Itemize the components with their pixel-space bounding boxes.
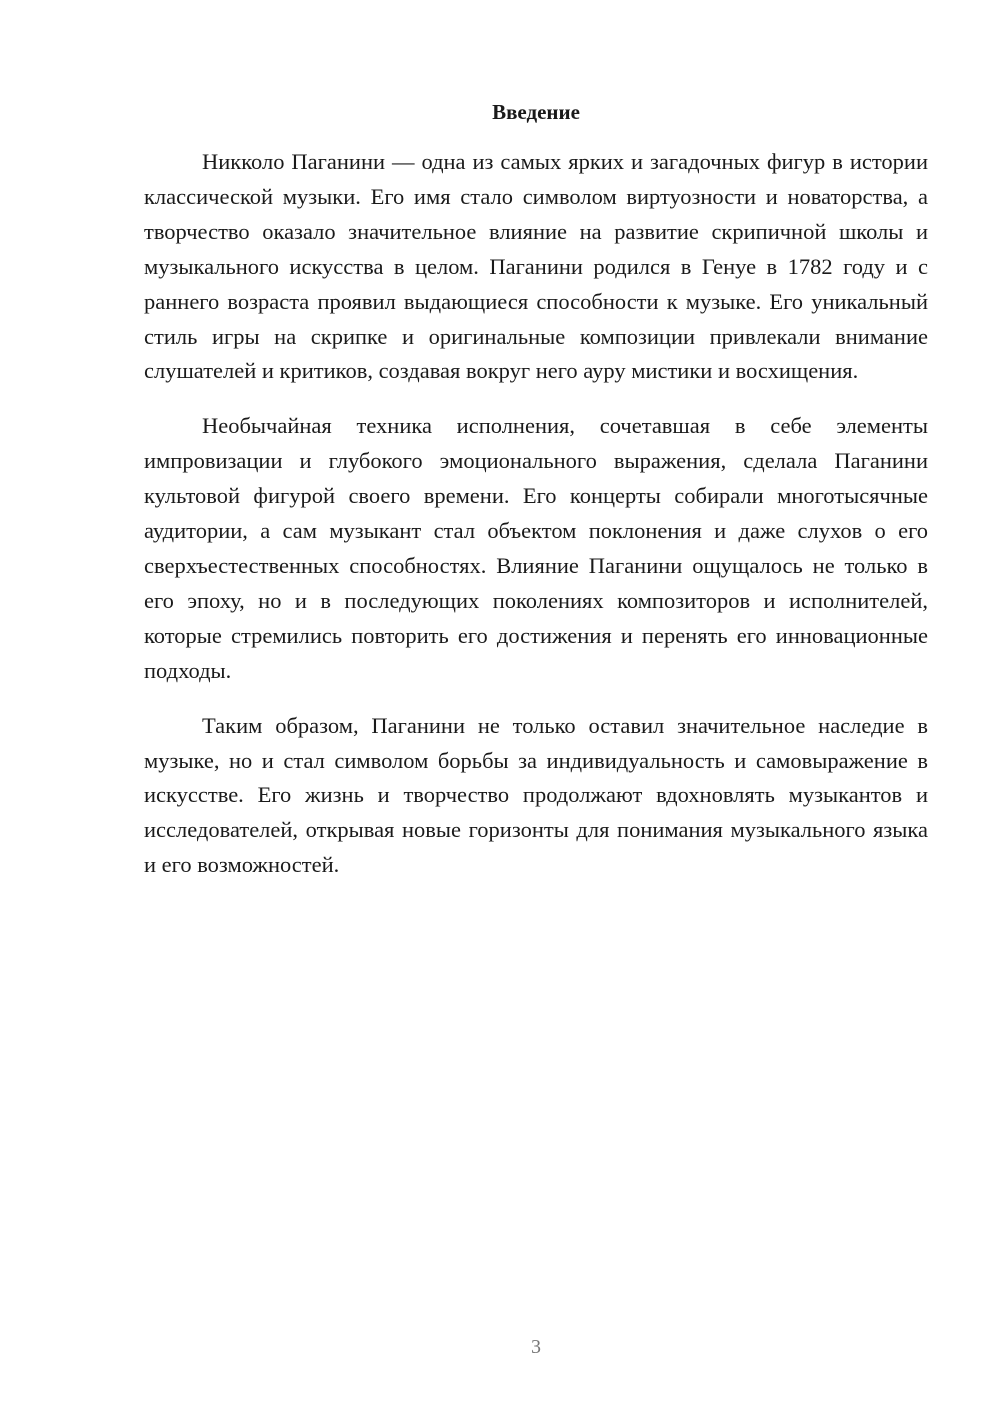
body-text <box>144 145 928 903</box>
paragraph-2: Необычайная техника исполнения, сочетавшая в себе элементы импровизации и глубокого эмоционального выражения, сделала Паганини культовой фигурой своего времени. Его концерты собирали многотысячные аудитории, а сам музыкант стал объектом поклонения и даже слухов о его сверхъестественных способностях. Влияние Паганини ощущалось не только в его эпоху, но и в последующих поколениях композиторов и исполнителей, которые стремились повторить его достижения и перенять его инновационные подходы. <box>144 413 928 683</box>
paragraph-1: Никколо Паганини — одна из самых ярких и загадочных фигур в истории классической музыки. Его имя стало символом виртуозности и новаторства, а творчество оказало значительное влияние на развитие скрипичной школы и музыкального искусства в целом. Паганини родился в Генуе в 1782 году и с раннего возраста проявил выдающиеся способности к музыке. Его уникальный стиль игры на скрипке и оригинальные композиции привлекали внимание слушателей и критиков, создавая вокруг него ауру мистики и восхищения. <box>144 149 928 384</box>
page-number: 3 <box>531 1336 541 1358</box>
paragraph-3: Таким образом, Паганини не только оставил значительное наследие в музыке, но и стал символом борьбы за индивидуальность и самовыражение в искусстве. Его жизнь и творчество продолжают вдохновлять музыкантов и исследователей, открывая новые горизонты для понимания музыкального языка и его возможностей. <box>144 712 928 878</box>
section-heading: Введение <box>492 100 580 124</box>
